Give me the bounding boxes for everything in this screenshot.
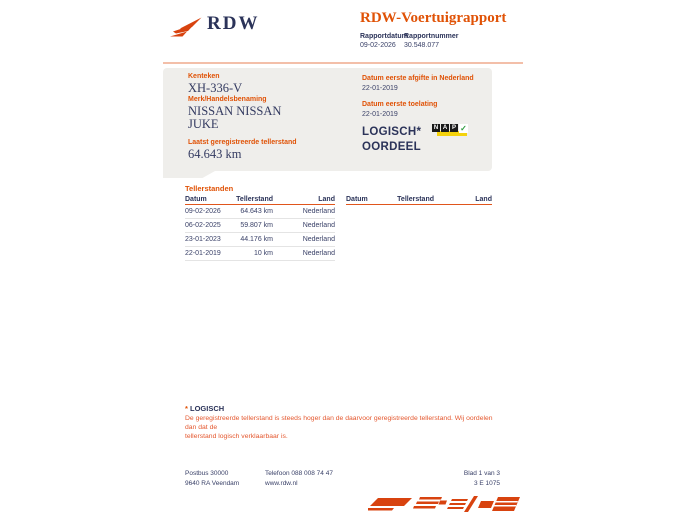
cell-datum: 22-01-2019 <box>185 250 221 257</box>
col-header-tellerstand: Tellerstand <box>236 195 273 203</box>
document-title: RDW-Voertuigrapport <box>360 10 507 26</box>
table-row <box>185 233 335 247</box>
merk-label: Merk/Handelsbenaming <box>188 96 267 103</box>
footnote-body <box>185 414 505 441</box>
col-header-tellerstand: Tellerstand <box>397 195 434 203</box>
col-header-land: Land <box>475 195 492 203</box>
footnote-body-line1: De geregistreerde tellerstand is steeds hoger dan de daarvoor geregistreerde tellerstand. Wij oordelen dan dat de <box>185 415 493 431</box>
footer-form-code: 3 E 1075 <box>473 479 500 487</box>
footnote-title <box>185 404 224 413</box>
cell-datum: 06-02-2025 <box>185 222 221 229</box>
tellerstand-value: 64.643 km <box>188 147 242 161</box>
vehicle-card-tail <box>163 171 215 178</box>
report-number-value: 30.548.077 <box>404 42 440 49</box>
nap-letter-p: P <box>451 125 456 131</box>
oordeel-line1: LOGISCH* <box>362 126 422 138</box>
nap-logo <box>432 123 468 137</box>
toelating-value: 22-01-2019 <box>362 111 398 118</box>
col-header-datum: Datum <box>185 195 207 203</box>
tellerstand-label: Laatst geregistreerde tellerstand <box>188 139 297 146</box>
tellerstanden-table-left <box>185 194 335 261</box>
cell-land: Nederland <box>302 208 335 215</box>
oordeel-line2: OORDEEL <box>362 141 421 153</box>
cell-land: Nederland <box>302 222 335 229</box>
tellerstanden-table-right <box>346 194 492 205</box>
footer-address <box>185 469 239 488</box>
merk-value-line1: NISSAN NISSAN <box>188 104 282 118</box>
cell-land: Nederland <box>302 236 335 243</box>
footnote-asterisk: * <box>185 404 188 413</box>
table-header-row <box>346 194 492 205</box>
footer-address-line2: 9640 RA Veendam <box>185 479 240 487</box>
afgifte-label: Datum eerste afgifte in Nederland <box>362 75 474 82</box>
cell-tellerstand: 59.807 km <box>240 222 273 229</box>
afgifte-value: 22-01-2019 <box>362 85 398 92</box>
rdw-stripes-graphic <box>368 495 520 513</box>
footer-contact <box>265 469 333 488</box>
footnote-body-line2: tellerstand logisch verklaarbaar is. <box>185 433 288 440</box>
col-header-datum: Datum <box>346 195 368 203</box>
table-row <box>185 219 335 233</box>
merk-value-line2: JUKE <box>188 117 219 131</box>
nap-letter-n: N <box>433 125 439 131</box>
footer-address-line1: Postbus 30000 <box>185 470 229 477</box>
table-row <box>185 247 335 261</box>
nap-letter-a: A <box>442 125 448 131</box>
header-divider <box>163 62 523 64</box>
report-number-label: Rapportnummer <box>404 33 459 40</box>
footer-website: www.rdw.nl <box>265 479 298 487</box>
cell-datum: 09-02-2026 <box>185 208 221 215</box>
table-header-row <box>185 194 335 205</box>
cell-tellerstand: 44.176 km <box>240 236 273 243</box>
report-date-value: 09-02-2026 <box>360 42 396 49</box>
toelating-label: Datum eerste toelating <box>362 101 438 108</box>
nap-check-icon: ✓ <box>460 124 467 133</box>
footer-page-indicator: Blad 1 van 3 <box>463 470 500 477</box>
rdw-logo-text: RDW <box>207 13 260 34</box>
table-row <box>185 205 335 219</box>
cell-land: Nederland <box>302 250 335 257</box>
footnote-title-text: LOGISCH <box>190 404 225 413</box>
rdw-logo-icon <box>170 15 202 39</box>
footer-phone: Telefoon 088 008 74 47 <box>265 470 333 477</box>
kenteken-value: XH-336-V <box>188 81 243 95</box>
col-header-land: Land <box>318 195 335 203</box>
tellerstanden-title: Tellerstanden <box>185 184 234 193</box>
cell-datum: 23-01-2023 <box>185 236 221 243</box>
cell-tellerstand: 10 km <box>253 250 273 257</box>
report-date-label: Rapportdatum <box>360 33 408 40</box>
cell-tellerstand: 64.643 km <box>240 208 273 215</box>
kenteken-label: Kenteken <box>188 73 220 80</box>
footer-page-info <box>400 469 500 488</box>
